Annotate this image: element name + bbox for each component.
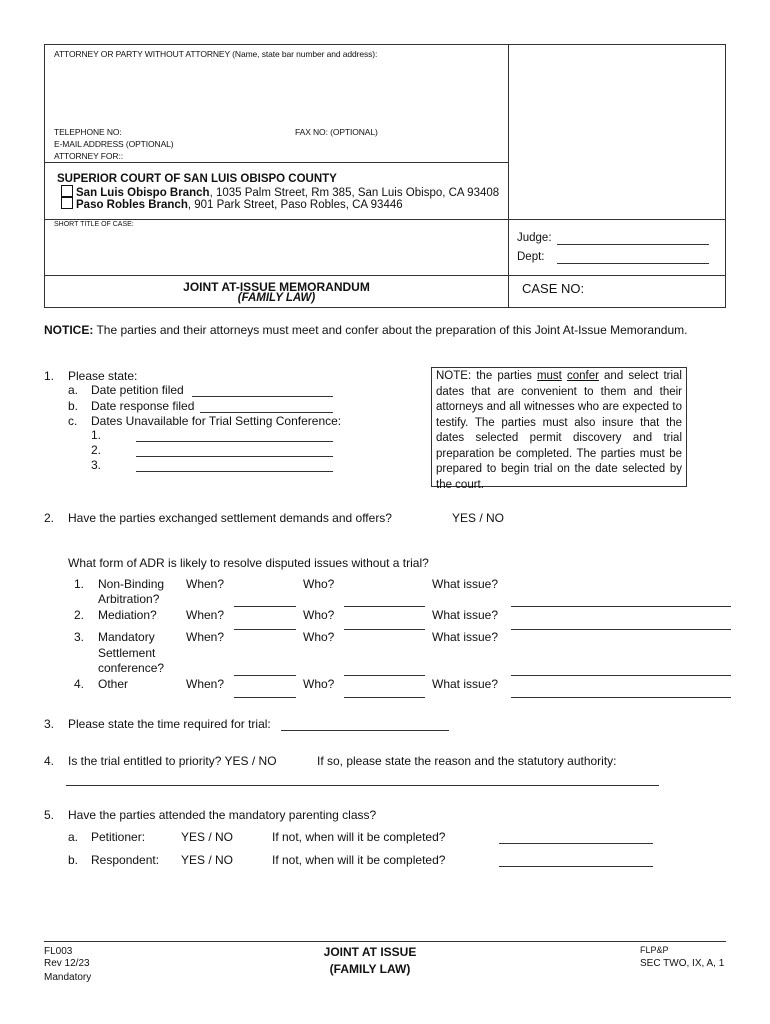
- q1c-item-2: 2.: [91, 443, 102, 457]
- caption-divider: [508, 45, 509, 308]
- form-subtitle: (FAMILY LAW): [237, 292, 316, 304]
- adr4-when-line[interactable]: [234, 697, 296, 698]
- respondent-date-line[interactable]: [499, 866, 653, 867]
- q1c-text: Dates Unavailable for Trial Setting Conference:: [91, 414, 342, 428]
- who-label: Who?: [303, 577, 335, 591]
- date-response-line[interactable]: [200, 412, 333, 413]
- note-rest: and select trial dates that are convenient to them and their attorneys and all witnesses who are expected to testify. The parties must also insure that the dates selected permit discovery and trial preparation be completed. The parties must be prepared to begin trial on the date selected by the court.: [436, 370, 682, 491]
- adr1-issue-line[interactable]: [511, 606, 731, 607]
- attorney-for-label: ATTORNEY FOR::: [54, 151, 123, 161]
- adr-question: What form of ADR is likely to resolve disputed issues without a trial?: [68, 556, 429, 570]
- note-prefix: NOTE: the parties: [436, 370, 537, 382]
- q5b-letter: b.: [68, 853, 79, 867]
- footer-ref-2: SEC TWO, IX, A, 1: [640, 958, 725, 969]
- q5a-yes-no[interactable]: YES / NO: [181, 830, 234, 844]
- adr1-when-line[interactable]: [234, 606, 296, 607]
- adr2-issue-line[interactable]: [511, 629, 731, 630]
- footer-rev: Rev 12/23: [44, 958, 90, 969]
- adr-item-number: 4.: [74, 677, 85, 691]
- q1-number: 1.: [44, 369, 55, 383]
- note-must: must: [536, 370, 562, 382]
- when-label: When?: [186, 677, 225, 691]
- q4-text: Is the trial entitled to priority? YES / NO: [68, 754, 277, 768]
- case-no-label: CASE NO:: [522, 281, 585, 296]
- when-label: When?: [186, 577, 225, 591]
- what-issue-label: What issue?: [432, 608, 499, 622]
- who-label: Who?: [303, 608, 335, 622]
- branch-slo-checkbox[interactable]: [61, 185, 73, 197]
- rule: [45, 162, 508, 163]
- q4-follow: If so, please state the reason and the statutory authority:: [317, 754, 617, 768]
- q1b-letter: b.: [68, 399, 79, 413]
- footer-title: JOINT AT ISSUE: [323, 945, 417, 959]
- q2-number: 2.: [44, 511, 55, 525]
- adr3-issue-line[interactable]: [511, 675, 731, 676]
- adr3-who-line[interactable]: [344, 675, 425, 676]
- footer-subtitle: (FAMILY LAW): [329, 962, 411, 976]
- branch-pr-address: , 901 Park Street, Paso Robles, CA 93446: [187, 199, 403, 211]
- rule: [45, 219, 725, 220]
- adr-item-number: 2.: [74, 608, 85, 622]
- q5a-letter: a.: [68, 830, 79, 844]
- q1-text: Please state:: [68, 369, 138, 383]
- unavailable-date-1-line[interactable]: [136, 441, 333, 442]
- rule: [45, 275, 725, 276]
- dept-line[interactable]: [557, 263, 709, 264]
- q1c-item-3: 3.: [91, 458, 102, 472]
- adr1-who-line[interactable]: [344, 606, 425, 607]
- adr-item-label: Mediation?: [98, 608, 157, 622]
- petitioner-date-line[interactable]: [499, 843, 653, 844]
- priority-reason-line[interactable]: [66, 785, 659, 786]
- branch-pr-checkbox[interactable]: [61, 197, 73, 209]
- q5b-if-not: If not, when will it be completed?: [272, 853, 446, 867]
- what-issue-label: What issue?: [432, 577, 499, 591]
- q1c-letter: c.: [68, 414, 78, 428]
- adr-item-label: Non-Binding Arbitration?: [98, 577, 165, 606]
- q5-number: 5.: [44, 808, 55, 822]
- branch-pr: [61, 197, 403, 211]
- form-title: JOINT AT-ISSUE MEMORANDUM: [183, 280, 370, 294]
- unavailable-date-2-line[interactable]: [136, 456, 333, 457]
- note-box: [431, 367, 687, 491]
- q1a-letter: a.: [68, 383, 79, 397]
- adr3-when-line[interactable]: [234, 675, 296, 676]
- adr2-when-line[interactable]: [234, 629, 296, 630]
- what-issue-label: What issue?: [432, 630, 499, 644]
- when-label: When?: [186, 608, 225, 622]
- q5b-yes-no[interactable]: YES / NO: [181, 853, 234, 867]
- adr4-issue-line[interactable]: [511, 697, 731, 698]
- branch-slo-address: , 1035 Palm Street, Rm 385, San Luis Obispo, CA 93408: [209, 187, 500, 199]
- judge-label: Judge:: [517, 232, 552, 244]
- note-confer: confer: [566, 370, 599, 382]
- q5a-text: Petitioner:: [91, 830, 146, 844]
- trial-time-line[interactable]: [281, 730, 449, 731]
- q2-text: Have the parties exchanged settlement demands and offers?: [68, 511, 392, 525]
- who-label: Who?: [303, 630, 335, 644]
- telephone-label: TELEPHONE NO:: [54, 127, 122, 137]
- q1b-text: Date response filed: [91, 399, 195, 413]
- what-issue-label: What issue?: [432, 677, 499, 691]
- q1a-text: Date petition filed: [91, 383, 184, 397]
- adr-item-label: Mandatory Settlement conference?: [98, 630, 165, 675]
- adr2-who-line[interactable]: [344, 629, 425, 630]
- fax-label: FAX NO: (OPTIONAL): [295, 127, 378, 137]
- adr4-who-line[interactable]: [344, 697, 425, 698]
- adr-item-number: 3.: [74, 630, 85, 644]
- who-label: Who?: [303, 677, 335, 691]
- footer-mandatory: Mandatory: [44, 972, 92, 983]
- dept-label: Dept:: [517, 251, 545, 263]
- footer-form-no: FL003: [44, 946, 73, 957]
- q3-number: 3.: [44, 717, 55, 731]
- notice-text: The parties and their attorneys must meet and confer about the preparation of this Joint At-Issue Memorandum.: [93, 323, 688, 337]
- q5a-if-not: If not, when will it be completed?: [272, 830, 446, 844]
- short-title-label: SHORT TITLE OF CASE:: [54, 221, 134, 228]
- unavailable-date-3-line[interactable]: [136, 471, 333, 472]
- adr-item-label: Other: [98, 677, 129, 691]
- caption-box: [44, 44, 726, 308]
- q2-yes-no[interactable]: YES / NO: [452, 511, 505, 525]
- footer-rule: [44, 941, 726, 942]
- adr-item-number: 1.: [74, 577, 85, 591]
- q5b-text: Respondent:: [91, 853, 160, 867]
- q5-text: Have the parties attended the mandatory parenting class?: [68, 808, 377, 822]
- branch-pr-name: Paso Robles Branch: [76, 199, 188, 211]
- q1c-item-1: 1.: [91, 428, 102, 442]
- court-name: SUPERIOR COURT OF SAN LUIS OBISPO COUNTY: [57, 173, 337, 185]
- footer-ref-1: FLP&P: [640, 945, 669, 955]
- email-label: E-MAIL ADDRESS (OPTIONAL): [54, 139, 174, 149]
- notice: [44, 323, 687, 337]
- branch-slo-name: San Luis Obispo Branch: [76, 187, 210, 199]
- when-label: When?: [186, 630, 225, 644]
- q4-number: 4.: [44, 754, 55, 768]
- judge-line[interactable]: [557, 244, 709, 245]
- attorney-label: ATTORNEY OR PARTY WITHOUT ATTORNEY (Name, state bar number and address):: [54, 49, 378, 59]
- notice-label: NOTICE:: [44, 323, 94, 337]
- q3-text: Please state the time required for trial:: [68, 717, 271, 731]
- date-petition-line[interactable]: [192, 396, 333, 397]
